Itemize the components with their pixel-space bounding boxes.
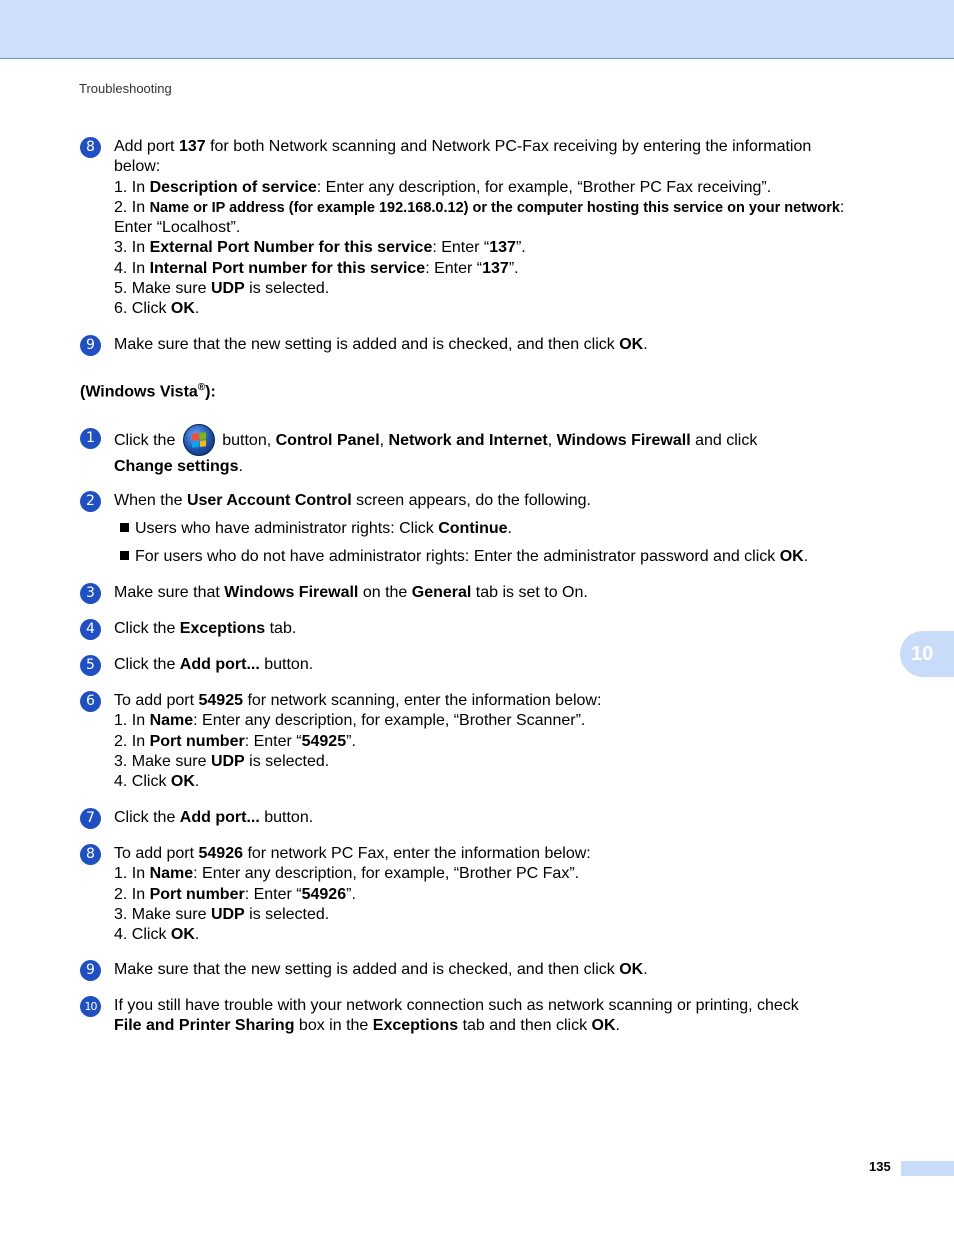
- text-run: for network PC Fax, enter the information below:: [243, 845, 591, 862]
- text-run: : Enter any description, for example, “Brother PC Fax receiving”.: [316, 178, 772, 196]
- text-run: ,: [547, 432, 557, 449]
- step-1: [80, 428, 880, 480]
- step-number-badge: 6: [80, 691, 101, 712]
- bold-text: 54925: [198, 692, 243, 709]
- step-line: [114, 844, 880, 864]
- registered-mark: ®: [197, 382, 206, 393]
- step-line: [114, 1016, 880, 1036]
- step-1-line-2: [114, 454, 880, 480]
- step-7: [80, 808, 880, 828]
- bold-text: Change settings: [114, 458, 239, 475]
- step-1-line-1: [114, 428, 880, 454]
- text-run: To add port: [114, 692, 199, 709]
- bold-text: User Account Control: [186, 492, 352, 509]
- step-6: [80, 691, 880, 792]
- text-run: .: [643, 336, 648, 353]
- header-band: [0, 0, 954, 59]
- text-run: is selected.: [244, 905, 330, 923]
- step-number-badge: 7: [80, 808, 101, 829]
- step-line: [114, 583, 880, 603]
- text-run: For users who do not have administrator rights: Enter the administrator password and click: [135, 548, 780, 565]
- windows-start-icon: [183, 424, 215, 456]
- bold-text: UDP: [210, 905, 245, 923]
- bold-text: OK: [619, 961, 644, 978]
- step-10: [80, 996, 880, 1037]
- step-line: [114, 772, 880, 792]
- step-line: [114, 279, 880, 299]
- text-run: 4. Click: [114, 773, 171, 791]
- text-run: ”.: [515, 239, 526, 257]
- step-line: [114, 157, 880, 177]
- text-run: button.: [259, 809, 314, 826]
- text-run: .: [194, 773, 200, 791]
- step-1-post: [218, 432, 758, 449]
- text-run: ”.: [508, 259, 519, 277]
- bold-text: Name or IP address (for example 192.168.0.12) or the computer hosting this service on your network: [149, 199, 840, 216]
- vista-heading: [80, 382, 216, 401]
- text-run: 5. Make sure: [114, 280, 211, 298]
- bold-text: Internal Port number for this service: [149, 259, 426, 277]
- text-run: 1. In: [114, 712, 150, 730]
- step-line: [114, 218, 880, 238]
- step-number-badge: 1: [80, 428, 101, 449]
- bullet-square-icon: [120, 551, 129, 560]
- step-8: [80, 844, 880, 945]
- bullet-admin: [120, 519, 512, 539]
- step-4: [80, 619, 880, 639]
- step-line: [114, 711, 880, 731]
- bold-text: UDP: [210, 752, 245, 770]
- bold-text: External Port Number for this service: [149, 239, 433, 257]
- text-run: for network scanning, enter the information below:: [243, 692, 602, 709]
- bold-text: Name: [149, 712, 194, 730]
- step-line: [114, 178, 880, 198]
- text-run: : Enter any description, for example, “Brother PC Fax”.: [193, 865, 580, 883]
- bold-text: Control Panel: [275, 432, 380, 449]
- step-line: [114, 905, 880, 925]
- step-line: [114, 259, 880, 279]
- step-line: [114, 198, 880, 218]
- step-line: [114, 491, 880, 511]
- page-number: 135: [869, 1159, 891, 1174]
- bold-text: Name: [149, 865, 194, 883]
- bold-text: OK: [170, 926, 195, 944]
- text-run: .: [238, 458, 243, 475]
- step-line: [114, 925, 880, 945]
- text-run: Click the: [114, 656, 180, 673]
- step-9: [80, 960, 880, 980]
- step-line: [114, 752, 880, 772]
- step-number-badge: 4: [80, 619, 101, 640]
- step-number-badge: 10: [80, 996, 101, 1017]
- bullet-non-admin: [120, 547, 808, 567]
- step-line: [114, 732, 880, 752]
- page-number-bar: [901, 1161, 954, 1176]
- step-number-badge: 5: [80, 655, 101, 676]
- step-line: [114, 137, 880, 157]
- text-run: If you still have trouble with your network connection such as network scanning or printing, check: [114, 997, 799, 1014]
- text-run: : Enter “: [244, 732, 302, 750]
- text-run: 2. In: [114, 885, 150, 903]
- text-run: tab.: [265, 620, 297, 637]
- step-9-old: [80, 335, 880, 355]
- bold-text: Port number: [149, 732, 245, 750]
- bold-text: General: [411, 584, 472, 601]
- bold-text: 137: [489, 239, 516, 257]
- text-run: :: [839, 198, 845, 216]
- text-run: is selected.: [244, 752, 330, 770]
- text-run: ”.: [346, 885, 356, 903]
- text-run: 1. In: [114, 865, 150, 883]
- step-number-badge: 8: [80, 137, 101, 158]
- step-3: [80, 583, 880, 603]
- step-line: [114, 885, 880, 905]
- step-number-badge: 3: [80, 583, 101, 604]
- text-run: 3. In: [114, 239, 150, 257]
- bold-text: 137: [178, 138, 206, 155]
- text-run: 1. In: [114, 178, 150, 196]
- bold-text: 54925: [301, 732, 347, 750]
- text-run: is selected.: [244, 280, 330, 298]
- text-run: on the: [358, 584, 412, 601]
- text-run: Add port: [114, 138, 179, 155]
- text-run: Click the: [114, 620, 180, 637]
- bullet-square-icon: [120, 523, 129, 532]
- step-8-old: [80, 137, 880, 320]
- bold-text: Description of service: [149, 178, 317, 196]
- step-line: [114, 655, 880, 675]
- step-number-badge: 8: [80, 844, 101, 865]
- text-run: 6. Click: [114, 300, 171, 318]
- bold-text: OK: [170, 773, 195, 791]
- text-run: screen appears, do the following.: [351, 492, 591, 509]
- text-run: : Enter “: [425, 259, 483, 277]
- text-run: .: [643, 961, 648, 978]
- bold-text: 54926: [198, 845, 243, 862]
- bold-text: File and Printer Sharing: [114, 1017, 295, 1035]
- text-run: 4. Click: [114, 926, 171, 944]
- text-run: ,: [379, 432, 389, 449]
- text-run: .: [615, 1017, 620, 1035]
- text-run: 2. In: [114, 198, 150, 216]
- text-run: : Enter “: [432, 239, 490, 257]
- text-run: 4. In: [114, 259, 150, 277]
- text-run: Click the: [114, 809, 180, 826]
- text-run: : Enter any description, for example, “Brother Scanner”.: [193, 712, 586, 730]
- bold-text: Windows Firewall: [224, 584, 359, 601]
- text-run: To add port: [114, 845, 199, 862]
- step-number-badge: 9: [80, 960, 101, 981]
- step-line: [114, 299, 880, 319]
- bold-text: Windows Firewall: [556, 432, 691, 449]
- step-line: [114, 619, 880, 639]
- bold-text: Port number: [149, 885, 245, 903]
- step-line: [114, 960, 880, 980]
- step-line: [114, 238, 880, 258]
- text-run: Users who have administrator rights: Click: [135, 520, 439, 537]
- text-run: ”.: [346, 732, 356, 750]
- bold-text: Exceptions: [179, 620, 266, 637]
- vista-heading-text: (Windows Vista: [80, 383, 198, 401]
- step-line: [114, 335, 880, 355]
- text-run: Make sure that the new setting is added and is checked, and then click: [114, 336, 620, 353]
- text-run: Enter “Localhost”.: [114, 219, 241, 237]
- bold-text: OK: [170, 300, 195, 318]
- text-run: tab is set to On.: [471, 584, 588, 601]
- text-run: box in the: [294, 1017, 373, 1035]
- bold-text: UDP: [210, 280, 245, 298]
- bold-text: 137: [482, 259, 509, 277]
- step-line: [114, 996, 880, 1016]
- vista-heading-suffix: ):: [205, 383, 216, 401]
- bold-text: Add port...: [179, 656, 260, 673]
- step-line: [114, 691, 880, 711]
- text-run: 3. Make sure: [114, 752, 211, 770]
- text-run: 3. Make sure: [114, 905, 211, 923]
- bold-text: OK: [779, 548, 804, 565]
- text-run: : Enter “: [244, 885, 302, 903]
- step-1-pre: Click the: [114, 432, 180, 449]
- text-run: below:: [114, 158, 161, 176]
- bold-text: 54926: [301, 885, 347, 903]
- step-line: [114, 864, 880, 884]
- step-number-badge: 2: [80, 491, 101, 512]
- section-label: Troubleshooting: [79, 81, 172, 96]
- text-run: and click: [690, 432, 758, 449]
- bold-text: OK: [619, 336, 644, 353]
- text-run: 2. In: [114, 732, 150, 750]
- text-run: When the: [114, 492, 187, 509]
- step-2: [80, 491, 880, 511]
- bold-text: Add port...: [179, 809, 260, 826]
- step-5: [80, 655, 880, 675]
- text-run: .: [194, 926, 200, 944]
- step-line: [114, 808, 880, 828]
- text-run: .: [803, 548, 809, 565]
- text-run: Make sure that: [114, 584, 225, 601]
- bold-text: Exceptions: [372, 1017, 459, 1035]
- chapter-tab: 10: [900, 631, 954, 677]
- text-run: .: [507, 520, 512, 537]
- bold-text: Continue: [438, 520, 508, 537]
- text-run: tab and then click: [458, 1017, 592, 1035]
- bold-text: OK: [591, 1017, 616, 1035]
- text-run: for both Network scanning and Network PC-Fax receiving by entering the information: [205, 138, 812, 155]
- text-run: button,: [217, 432, 276, 449]
- text-run: button.: [259, 656, 314, 673]
- bold-text: Network and Internet: [388, 432, 548, 449]
- step-number-badge: 9: [80, 335, 101, 356]
- text-run: .: [194, 300, 200, 318]
- text-run: Make sure that the new setting is added and is checked, and then click: [114, 961, 620, 978]
